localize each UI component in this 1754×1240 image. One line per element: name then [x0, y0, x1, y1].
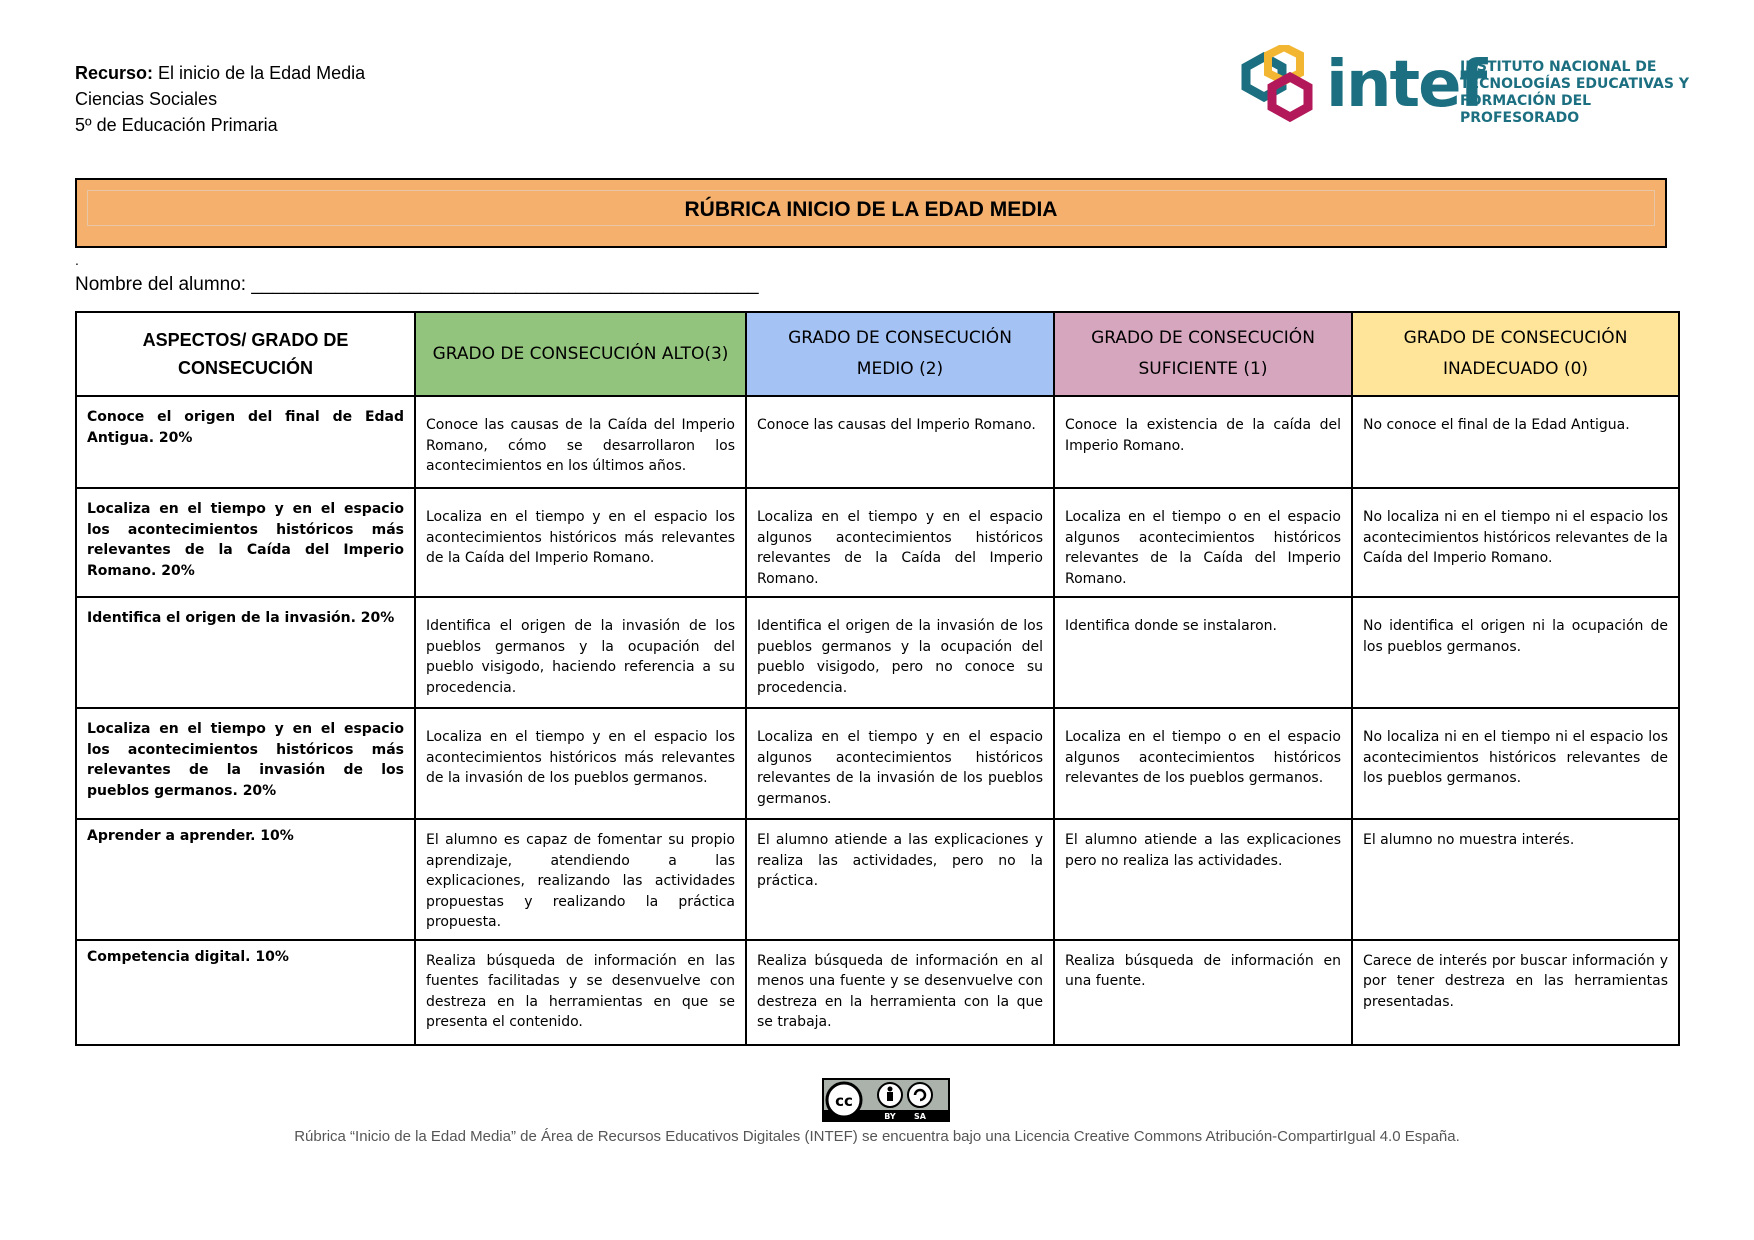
- cell-suficiente: Localiza en el tiempo o en el espacio algunos acontecimientos históricos relevantes de la Caída del Imperio Romano.: [1054, 488, 1352, 597]
- table-row: [76, 488, 1679, 597]
- sa-label: SA: [914, 1112, 926, 1121]
- cell-alto: El alumno es capaz de fomentar su propio aprendizaje, atendiendo a las explicaciones, realizando las actividades propuestas y realizando la práctica propuesta.: [415, 819, 746, 940]
- header-inadecuado: GRADO DE CONSECUCIÓN INADECUADO (0): [1352, 312, 1679, 396]
- header-suficiente: GRADO DE CONSECUCIÓN SUFICIENTE (1): [1054, 312, 1352, 396]
- header-medio: GRADO DE CONSECUCIÓN MEDIO (2): [746, 312, 1054, 396]
- aspect-cell: Identifica el origen de la invasión. 20%: [76, 597, 415, 708]
- cell-inadecuado: No localiza ni en el tiempo ni el espacio los acontecimientos históricos relevantes de los pueblos germanos.: [1352, 708, 1679, 819]
- aspect-cell: Localiza en el tiempo y en el espacio los acontecimientos históricos más relevantes de la Caída del Imperio Romano. 20%: [76, 488, 415, 597]
- rubric-title: RÚBRICA INICIO DE LA EDAD MEDIA: [684, 198, 1058, 221]
- cell-medio: Localiza en el tiempo y en el espacio algunos acontecimientos históricos relevantes de la Caída del Imperio Romano.: [746, 488, 1054, 597]
- aspect-cell: Aprender a aprender. 10%: [76, 819, 415, 940]
- cell-medio: Realiza búsqueda de información en al menos una fuente y se desenvuelve con destreza en la herramienta con la que se trabaja.: [746, 940, 1054, 1045]
- aspect-cell: Competencia digital. 10%: [76, 940, 415, 1045]
- institute-name: INSTITUTO NACIONAL DE TECNOLOGÍAS EDUCATIVAS Y FORMACIÓN DEL PROFESORADO: [1460, 59, 1689, 126]
- cell-inadecuado: El alumno no muestra interés.: [1352, 819, 1679, 940]
- cell-alto: Localiza en el tiempo y en el espacio los acontecimientos históricos más relevantes de la Caída del Imperio Romano.: [415, 488, 746, 597]
- cell-medio: El alumno atiende a las explicaciones y realiza las actividades, pero no la práctica.: [746, 819, 1054, 940]
- cell-medio: Conoce las causas del Imperio Romano.: [746, 396, 1054, 488]
- table-row: [76, 940, 1679, 1045]
- cc-text: cc: [835, 1092, 853, 1110]
- resource-value: El inicio de la Edad Media: [158, 63, 366, 83]
- cell-medio: Identifica el origen de la invasión de los pueblos germanos y la ocupación del pueblo visigodo, pero no conoce su procedencia.: [746, 597, 1054, 708]
- header-alto: GRADO DE CONSECUCIÓN ALTO(3): [415, 312, 746, 396]
- cell-inadecuado: No conoce el final de la Edad Antigua.: [1352, 396, 1679, 488]
- sa-share-icon: [908, 1083, 932, 1107]
- license-text: Rúbrica “Inicio de la Edad Media” de Área de Recursos Educativos Digitales (INTEF) se encuentra bajo una Licencia Creative Commons Atribución-CompartirIgual 4.0 España.: [294, 1128, 1460, 1145]
- student-name-field: Nombre del alumno: ________________________________________________: [75, 274, 759, 295]
- grade: 5º de Educación Primaria: [75, 115, 278, 135]
- intef-emblem-icon: [1228, 45, 1324, 130]
- cell-suficiente: El alumno atiende a las explicaciones pero no realiza las actividades.: [1054, 819, 1352, 940]
- cell-inadecuado: No localiza ni en el tiempo ni el espacio los acontecimientos históricos relevantes de la Caída del Imperio Romano.: [1352, 488, 1679, 597]
- cell-inadecuado: Carece de interés por buscar información y por tener destreza en las herramientas presentadas.: [1352, 940, 1679, 1045]
- cell-alto: Conoce las causas de la Caída del Imperio Romano, cómo se desarrollaron los acontecimientos en los últimos años.: [415, 396, 746, 488]
- table-row: [76, 819, 1679, 940]
- cell-medio: Localiza en el tiempo y en el espacio algunos acontecimientos históricos relevantes de la invasión de los pueblos germanos.: [746, 708, 1054, 819]
- rubric-title-box: [75, 178, 1667, 248]
- cell-suficiente: Conoce la existencia de la caída del Imperio Romano.: [1054, 396, 1352, 488]
- cell-suficiente: Identifica donde se instalaron.: [1054, 597, 1352, 708]
- cell-alto: Localiza en el tiempo y en el espacio los acontecimientos históricos más relevantes de la invasión de los pueblos germanos.: [415, 708, 746, 819]
- header-row: [76, 312, 1679, 396]
- aspect-cell: Localiza en el tiempo y en el espacio los acontecimientos históricos más relevantes de la invasión de los pueblos germanos. 20%: [76, 708, 415, 819]
- cell-alto: Identifica el origen de la invasión de los pueblos germanos y la ocupación del pueblo visigodo, haciendo referencia a su procedencia.: [415, 597, 746, 708]
- rubric-table: [75, 311, 1680, 1046]
- aspect-cell: Conoce el origen del final de Edad Antigua. 20%: [76, 396, 415, 488]
- by-label: BY: [884, 1112, 896, 1121]
- cc-by-sa-badge: [822, 1078, 950, 1122]
- resource-label: Recurso:: [75, 63, 154, 83]
- table-row: [76, 396, 1679, 488]
- cell-inadecuado: No identifica el origen ni la ocupación de los pueblos germanos.: [1352, 597, 1679, 708]
- resource-header: [75, 60, 365, 138]
- header-aspect: ASPECTOS/ GRADO DE CONSECUCIÓN: [76, 312, 415, 396]
- resource-line: [75, 60, 365, 86]
- cell-alto: Realiza búsqueda de información en las fuentes facilitadas y se desenvuelve con destreza en la herramientas en que se presenta el contenido.: [415, 940, 746, 1045]
- intef-wordmark: intef: [1326, 48, 1486, 122]
- intef-logo: [1228, 45, 1688, 130]
- stray-dot: .: [75, 252, 79, 268]
- subject: Ciencias Sociales: [75, 89, 218, 109]
- cell-suficiente: Localiza en el tiempo o en el espacio algunos acontecimientos históricos relevantes de los pueblos germanos.: [1054, 708, 1352, 819]
- cell-suficiente: Realiza búsqueda de información en una fuente.: [1054, 940, 1352, 1045]
- table-row: [76, 708, 1679, 819]
- table-row: [76, 597, 1679, 708]
